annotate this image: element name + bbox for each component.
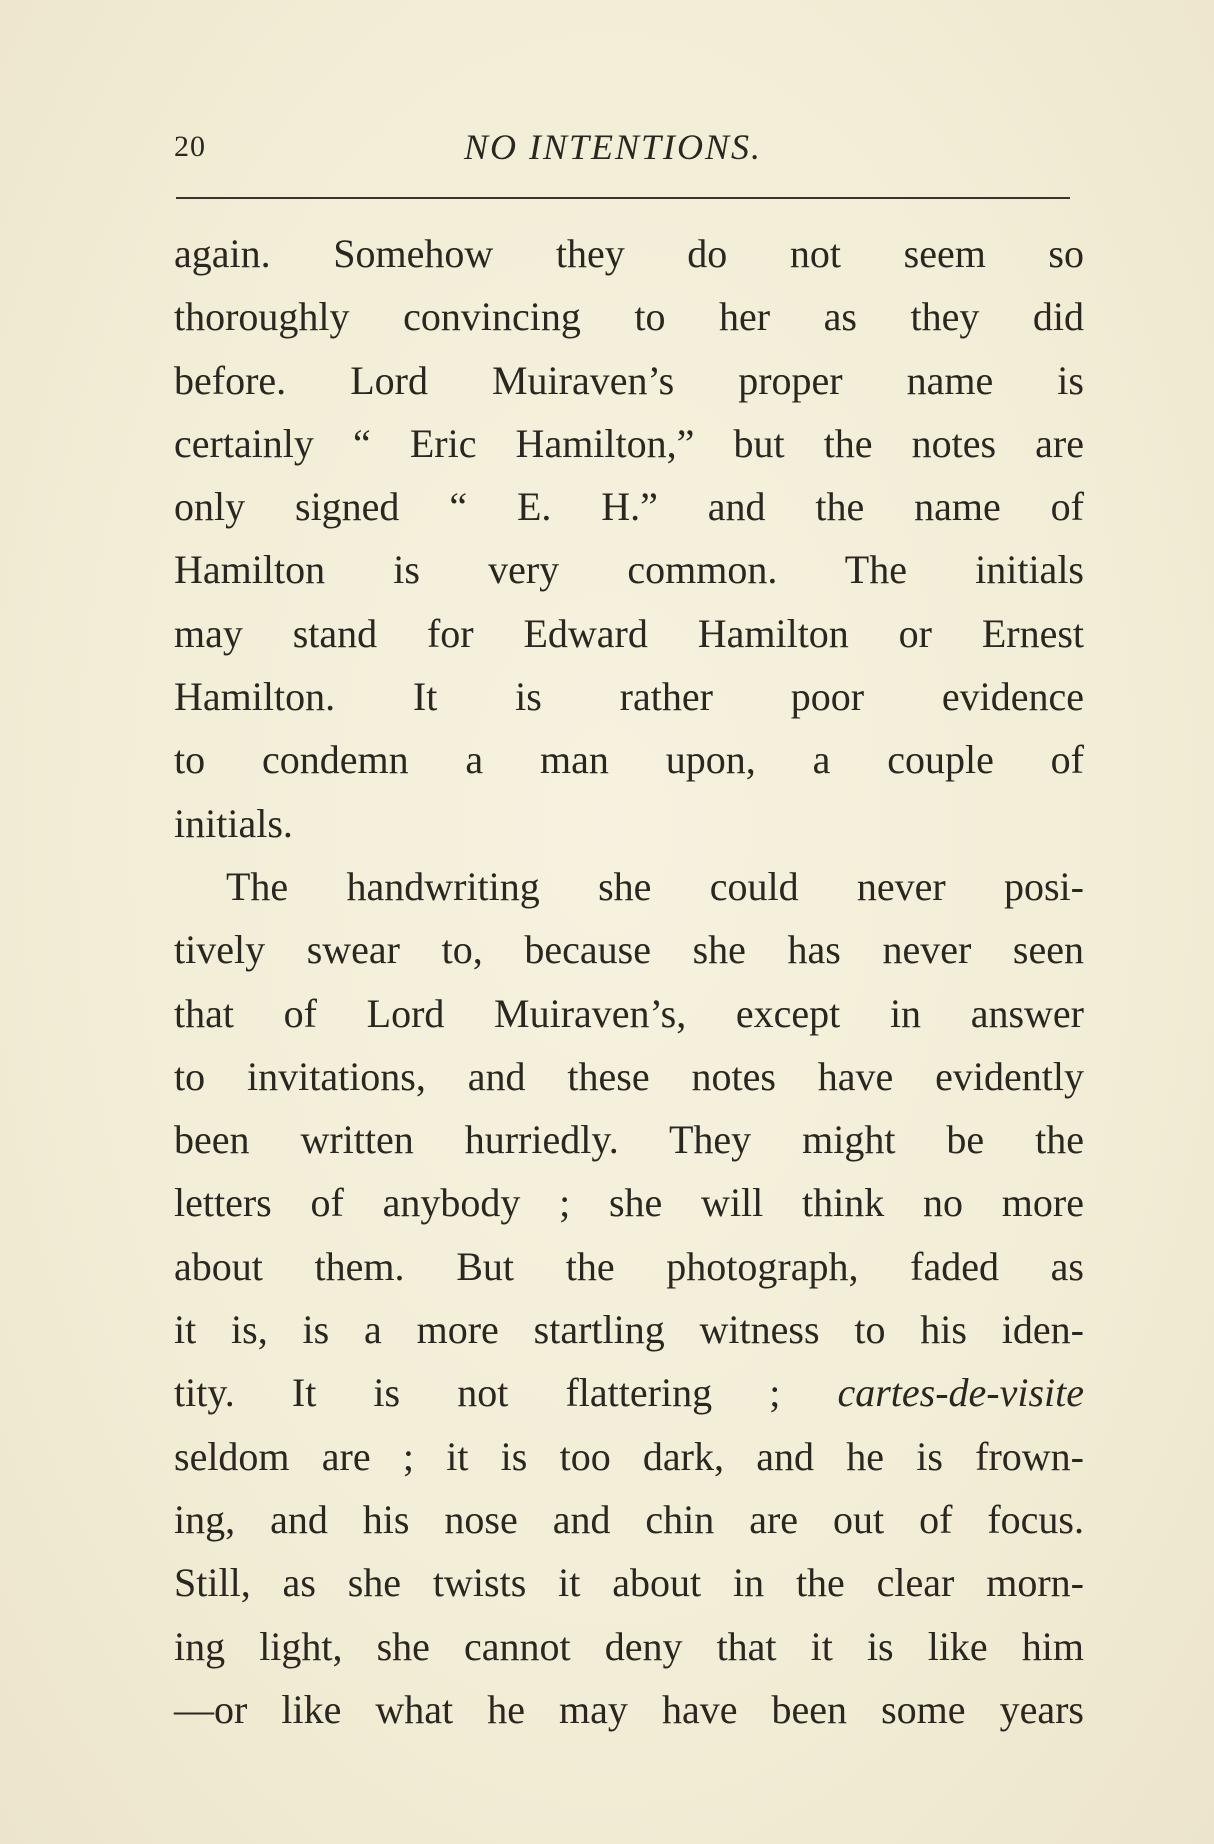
- text-line: certainly “ Eric Hamilton,” but the notes are: [174, 420, 1084, 466]
- text-line: it is, is a more startling witness to his iden-: [174, 1307, 1084, 1353]
- text-line: thoroughly convincing to her as they did: [174, 294, 1084, 340]
- text-line: —or like what he may have been some years: [174, 1686, 1084, 1732]
- text-line: before. Lord Muiraven’s proper name is: [174, 357, 1084, 403]
- text-line: again. Somehow they do not seem so: [174, 231, 1084, 276]
- text-line: about them. But the photograph, faded as: [174, 1243, 1084, 1289]
- text-line: Hamilton. It is rather poor evidence: [174, 674, 1084, 720]
- text-line: letters of anybody ; she will think no more: [174, 1180, 1084, 1226]
- text-line: to condemn a man upon, a couple of: [174, 737, 1084, 783]
- page-header: [174, 126, 1074, 176]
- text-line: ing light, she cannot deny that it is like him: [174, 1623, 1084, 1669]
- text-line: Still, as she twists it about in the clear morn-: [174, 1560, 1084, 1606]
- body-text: [174, 222, 1084, 1741]
- text-line: only signed “ E. H.” and the name of: [174, 484, 1084, 530]
- text-line: seldom are ; it is too dark, and he is frown-: [174, 1433, 1084, 1479]
- text-line: been written hurriedly. They might be the: [174, 1117, 1084, 1163]
- text-line: that of Lord Muiraven’s, except in answer: [174, 990, 1084, 1036]
- text-line: to invitations, and these notes have evidently: [174, 1053, 1084, 1099]
- text-line: Hamilton is very common. The initials: [174, 547, 1084, 593]
- text-line: tively swear to, because she has never seen: [174, 927, 1084, 973]
- text-line: ing, and his nose and chin are out of focus.: [174, 1496, 1084, 1542]
- header-rule: [176, 197, 1070, 199]
- text-line-with-italic: [174, 1361, 1084, 1424]
- running-title: NO INTENTIONS.: [464, 127, 763, 167]
- text-line: initials.: [174, 800, 293, 846]
- italic-term: cartes-de-visite: [837, 1370, 1084, 1416]
- text-line: may stand for Edward Hamilton or Ernest: [174, 610, 1084, 656]
- page-number: 20: [174, 130, 206, 163]
- text-segment: tity. It is not flattering ;: [174, 1370, 781, 1416]
- paragraph-start-line: The handwriting she could never posi-: [226, 863, 1084, 909]
